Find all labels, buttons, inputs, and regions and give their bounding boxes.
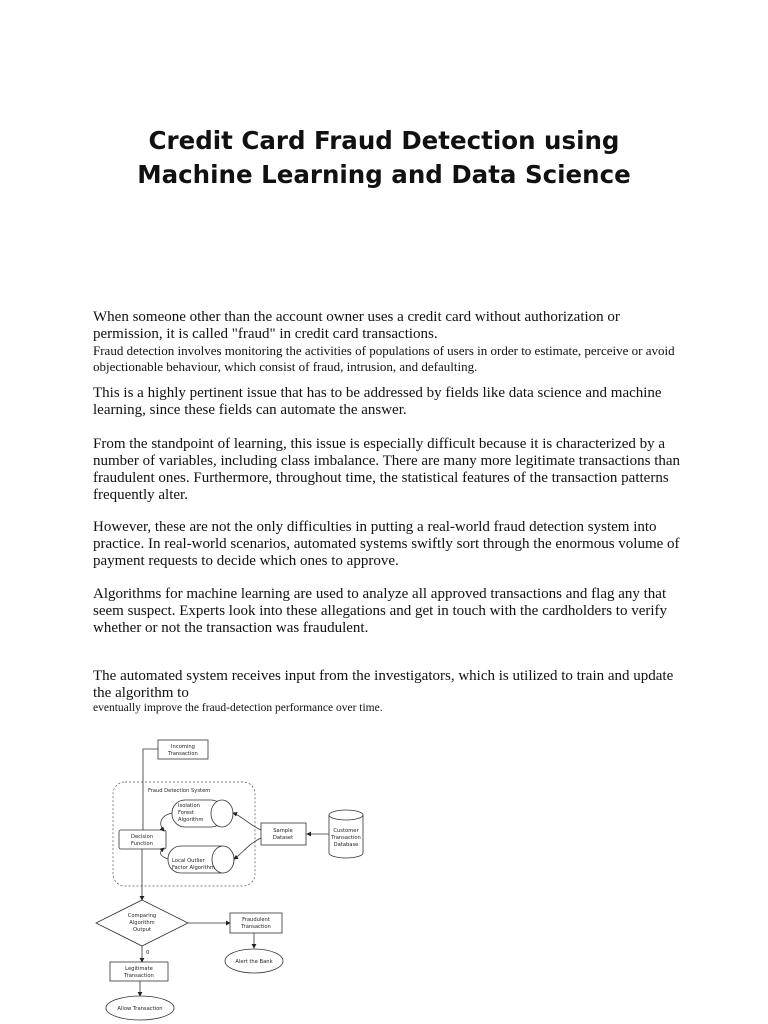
sample-dataset-box bbox=[261, 823, 306, 845]
lof-label-1: Local Outlier bbox=[172, 858, 205, 864]
paragraph-improve-performance: eventually improve the fraud-detection performance over time. bbox=[93, 702, 383, 714]
incoming-label-1: Incoming bbox=[171, 744, 195, 750]
local-outlier-factor-node bbox=[168, 846, 234, 873]
paragraph-fraud-definition: When someone other than the account owner uses a credit card without authorization or permission, it is called "fraud" in credit card transactions. bbox=[93, 309, 620, 342]
compare-label-2: Algorithm bbox=[129, 920, 155, 926]
customer-database-node bbox=[329, 810, 363, 858]
db-label-3: Database bbox=[333, 842, 359, 848]
paragraph-pertinent-issue: This is a highly pertinent issue that has to be addressed by fields like data science and machine learning, since these fields can automate the answer. bbox=[93, 385, 662, 418]
allow-label: Allow Transaction bbox=[117, 1006, 163, 1012]
sample-label-1: Sample bbox=[273, 828, 293, 834]
lof-label-2: Factor Algorithm bbox=[172, 865, 215, 871]
decision-label-1: Decision bbox=[130, 834, 154, 840]
incoming-transaction-box bbox=[158, 740, 208, 759]
dataset-to-isolation-arrow bbox=[233, 813, 261, 830]
paragraph-learning-difficulty: From the standpoint of learning, this issue is especially difficult because it is characterized by a number of variables, including class imbalance. There are many more legitimate transactions than fraudulent ones. Furthermore, throughout time, the statistical features of the transaction patterns frequently alter. bbox=[93, 436, 681, 503]
document-title bbox=[60, 124, 708, 192]
legitimate-transaction-box bbox=[110, 962, 168, 981]
title-line-1: Credit Card Fraud Detection using bbox=[148, 126, 620, 155]
db-label-2: Transaction bbox=[331, 835, 361, 841]
decision-function-box bbox=[119, 830, 166, 849]
fraud-label-1: Fraudulent bbox=[242, 917, 270, 923]
comparing-output-decision bbox=[96, 900, 188, 946]
incoming-label-2: Transaction bbox=[168, 751, 198, 757]
alert-bank-node bbox=[225, 949, 283, 973]
title-line-2: Machine Learning and Data Science bbox=[137, 160, 631, 189]
paragraph-fraud-detection: Fraud detection involves monitoring the activities of populations of users in order to estimate, perceive or avoid objectionable behaviour, which consist of fraud, intrusion, and defaulting. bbox=[93, 343, 675, 374]
paragraph-ml-algorithms: Algorithms for machine learning are used to analyze all approved transactions and flag any that seem suspect. Experts look into these allegations and get in touch with the cardholders to verify whether or not the transaction was fraudulent. bbox=[93, 586, 668, 636]
fraud-label-2: Transaction bbox=[241, 924, 271, 930]
isolation-forest-node bbox=[172, 800, 233, 827]
compare-label-3: Output bbox=[132, 927, 152, 933]
compare-label-1: Comparing bbox=[127, 913, 157, 919]
dataset-to-lof-arrow bbox=[234, 838, 261, 859]
sample-label-2: Dataset bbox=[272, 835, 294, 841]
lof-to-decision-arrow bbox=[161, 848, 168, 859]
legit-label-2: Transaction bbox=[124, 973, 154, 979]
isolation-label-2: Forest bbox=[178, 810, 194, 816]
system-label: Fraud Detection System bbox=[148, 788, 211, 794]
decision-label-2: Function bbox=[130, 841, 154, 847]
isolation-label-1: Isolation bbox=[178, 803, 200, 809]
db-label-1: Customer bbox=[333, 828, 359, 834]
isolation-to-decision-arrow bbox=[161, 813, 172, 831]
allow-transaction-node bbox=[106, 996, 174, 1020]
alert-label: Alert the Bank bbox=[235, 959, 273, 965]
fraudulent-transaction-box bbox=[230, 913, 282, 933]
paragraph-automated-system: The automated system receives input from the investigators, which is utilized to train and update the algorithm to bbox=[93, 668, 674, 701]
fraud-detection-flowchart bbox=[0, 720, 768, 1024]
legit-label-1: Legitimate bbox=[125, 966, 153, 972]
branch-label: 0 bbox=[146, 950, 150, 956]
paragraph-real-world: However, these are not the only difficulties in putting a real-world fraud detection system into practice. In real-world scenarios, automated systems swiftly sort through the enormous volume of payment requests to decide which ones to approve. bbox=[93, 519, 680, 569]
isolation-label-3: Algorithm bbox=[178, 817, 204, 823]
